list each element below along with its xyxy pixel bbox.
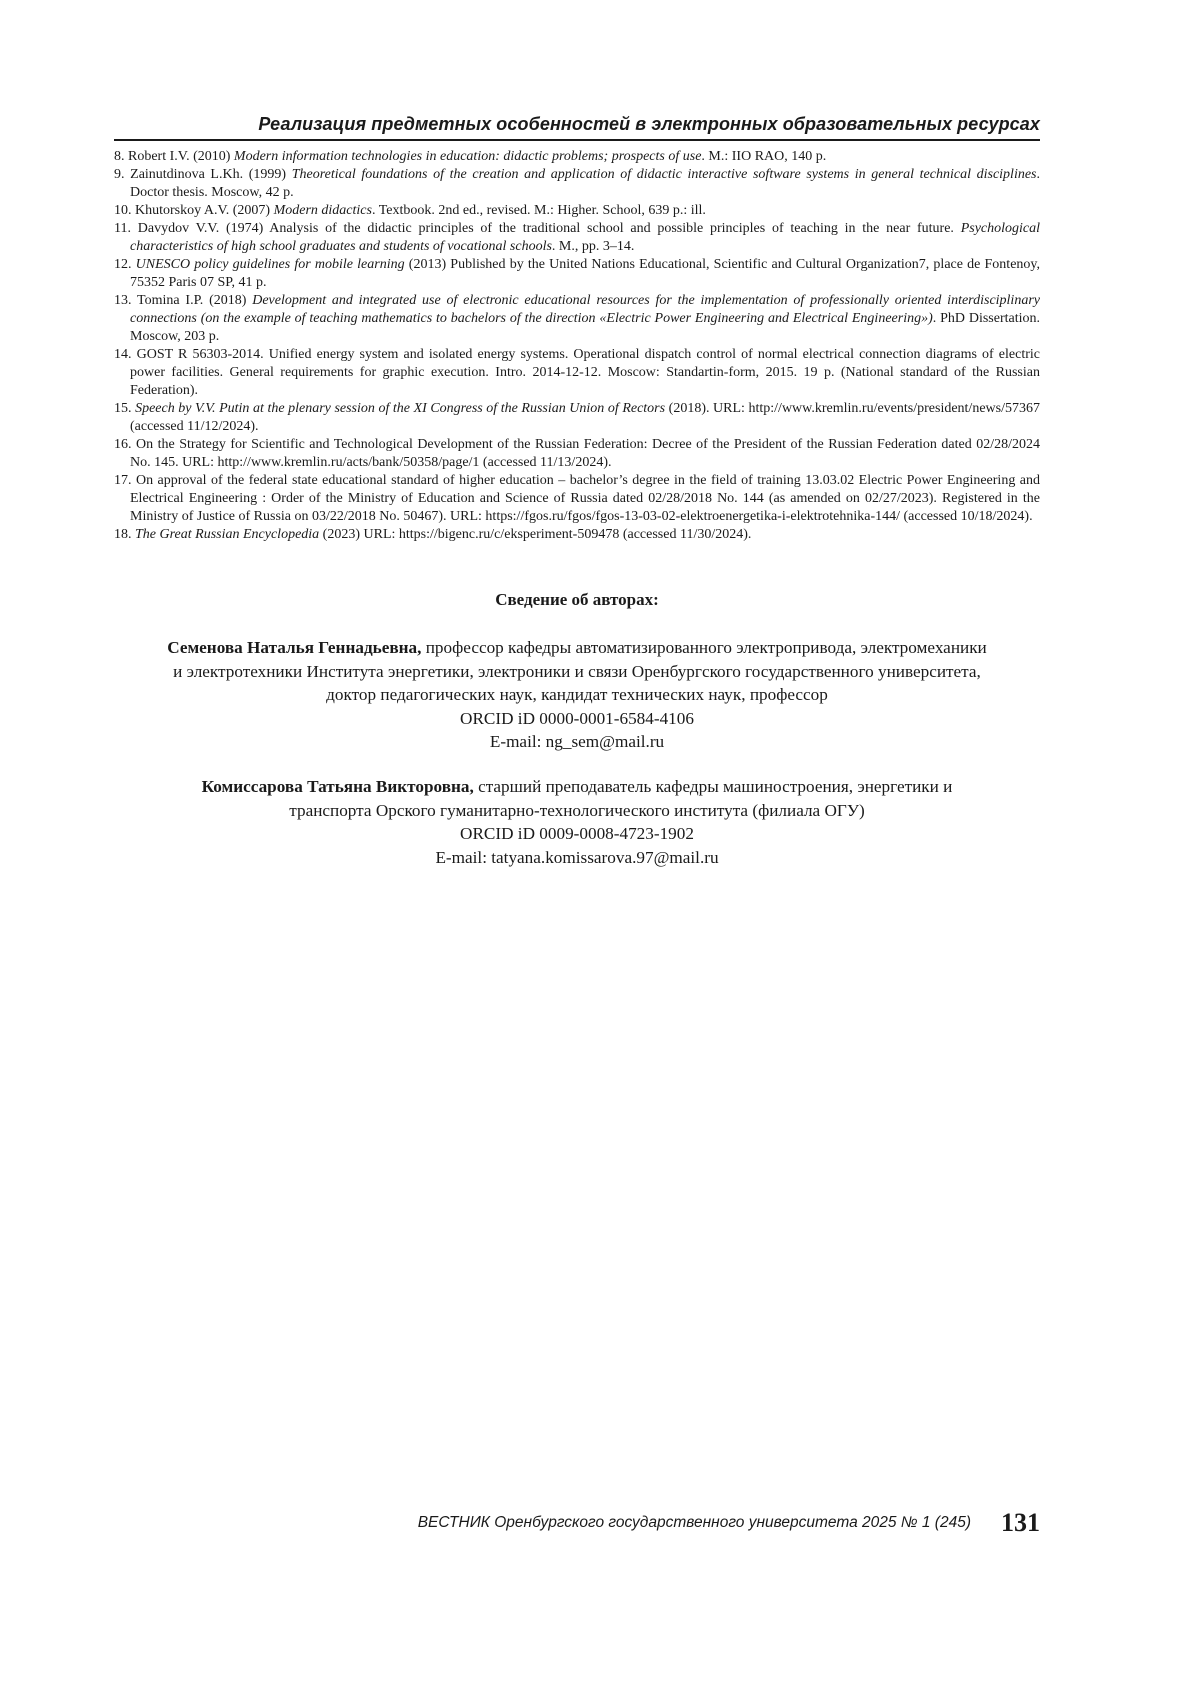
reference-number: 8.	[114, 149, 125, 164]
reference-text: (2023) URL: https://bigenc.ru/c/eksperiment-509478 (accessed 11/30/2024).	[319, 527, 752, 542]
reference-text: Tomina I.P. (2018)	[137, 293, 253, 308]
page-footer	[114, 1508, 1040, 1538]
reference-number: 17.	[114, 473, 132, 488]
reference-number: 14.	[114, 347, 132, 362]
reference-title: Modern information technologies in education: didactic problems; prospects of use	[233, 149, 702, 164]
reference-item	[114, 148, 1040, 166]
reference-number: 13.	[114, 293, 132, 308]
author-description-text: и электротехники Института энергетики, электроники и связи Оренбургского государственного университета,	[173, 661, 981, 681]
reference-number: 9.	[114, 167, 125, 182]
author-description-text: доктор педагогических наук, кандидат технических наук, профессор	[326, 685, 828, 704]
reference-text: Khutorskoy A.V. (2007)	[135, 203, 274, 218]
reference-item	[114, 256, 1040, 292]
reference-item	[114, 526, 1040, 544]
reference-number: 16.	[114, 437, 132, 452]
author-name: Семенова Наталья Геннадьевна,	[167, 638, 422, 657]
author-email: E-mail: tatyana.komissarova.97@mail.ru	[435, 847, 719, 867]
author-orcid: ORCID iD 0009-0008-4723-1902	[460, 824, 694, 843]
reference-item	[114, 202, 1040, 220]
reference-title: Speech by V.V. Putin at the plenary session of the XI Congress of the Russian Union of Rectors	[135, 401, 666, 416]
reference-text: (2018). URL: http://www.kremlin.ru/events/president/news/57367 (accessed 11/12/2024).	[130, 401, 1040, 434]
reference-title: The Great Russian Encyclopedia	[135, 527, 320, 542]
reference-text: . M.: IIO RAO, 140 p.	[701, 149, 827, 164]
reference-item	[114, 166, 1040, 202]
reference-text: . Doctor thesis. Moscow, 42 p.	[130, 167, 1040, 200]
reference-item	[114, 400, 1040, 436]
reference-number: 18.	[114, 527, 132, 542]
reference-title: Theoretical foundations of the creation and application of didactic interactive software systems in general technical disciplines	[291, 167, 1037, 182]
journal-name: ВЕСТНИК Оренбургского государственного университета 2025 № 1 (245)	[417, 1514, 971, 1531]
reference-number: 11.	[114, 221, 131, 236]
reference-text: Robert I.V. (2010)	[128, 149, 234, 164]
reference-item	[114, 346, 1040, 400]
reference-list	[114, 148, 1040, 544]
reference-title: UNESCO policy guidelines for mobile learning	[135, 257, 405, 272]
reference-item	[114, 472, 1040, 526]
reference-text: (2013) Published by the United Nations Educational, Scientific and Cultural Organization7, place de Fontenoy, 75352 Paris 07 SP, 41 p.	[130, 257, 1040, 290]
author-email: E-mail: ng_sem@mail.ru	[489, 732, 665, 751]
reference-text: Zainutdinova L.Kh. (1999)	[130, 167, 292, 182]
author-description	[114, 775, 1040, 799]
reference-title: Psychological characteristics of high school graduates and students of vocational schools	[130, 221, 1041, 254]
reference-item	[114, 292, 1040, 346]
author-description-text: старший преподаватель кафедры машиностроения, энергетики и	[473, 777, 953, 796]
author-orcid: ORCID iD 0000-0001-6584-4106	[460, 708, 694, 728]
author-name: Комиссарова Татьяна Викторовна,	[201, 777, 474, 796]
page-number: 131	[1001, 1508, 1040, 1537]
reference-text: . PhD Dissertation. Moscow, 203 p.	[130, 311, 1040, 344]
running-head: Реализация предметных особенностей в электронных образовательных ресурсах	[114, 111, 1040, 141]
author-block	[114, 636, 1040, 754]
authors-heading: Сведение об авторах:	[495, 590, 659, 609]
author-description-text: профессор кафедры автоматизированного электропривода, электромеханики	[421, 638, 987, 657]
reference-text: . Textbook. 2nd ed., revised. M.: Higher. School, 639 p.: ill.	[371, 203, 706, 218]
reference-number: 15.	[114, 401, 132, 416]
reference-number: 12.	[114, 257, 132, 272]
author-description-text: транспорта Орского гуманитарно-технологического института (филиала ОГУ)	[289, 800, 865, 820]
reference-item	[114, 220, 1040, 256]
reference-text: Davydov V.V. (1974) Analysis of the didactic principles of the traditional school and possible principles of teaching in the near future.	[137, 221, 961, 236]
author-block	[114, 775, 1040, 869]
reference-title: Modern didactics	[273, 203, 372, 218]
reference-text: GOST R 56303-2014. Unified energy system and isolated energy systems. Operational dispatch control of normal electrical connection diagrams of electric power facilities. General requirements for graphic execution. Intro. 2014-12-12. Moscow: Standartin-form, 2015. 19 p. (National standard of the Russian Federation).	[130, 347, 1040, 398]
reference-title: Development and integrated use of electronic educational resources for the implementation of professionally oriented interdisciplinary connections (on the example of teaching mathematics to bachelors of the direction «Electric Power Engineering and Electrical Engineering»)	[130, 293, 1040, 326]
reference-text: On the Strategy for Scientific and Technological Development of the Russian Federation: Decree of the President of the Russian Federation dated 02/28/2024 No. 145. URL: http://www.kremlin.ru/acts/bank/50358/page/1 (accessed 11/13/2024).	[130, 437, 1040, 470]
reference-number: 10.	[114, 203, 132, 218]
author-description	[114, 636, 1040, 660]
reference-text: On approval of the federal state educational standard of higher education – bachelor’s degree in the field of training 13.03.02 Electric Power Engineering and Electrical Engineering : Order of the Ministry of Education and Science of Russia dated 02/28/2018 No. 144 (as amended on 02/27/2023). Registered in the Ministry of Justice of Russia on 03/22/2018 No. 50467). URL: https://fgos.ru/fgos/fgos-13-03-02-elektroenergetika-i-elektrotehnika-144/ (accessed 10/18/2024).	[130, 473, 1040, 524]
reference-item	[114, 436, 1040, 472]
reference-text: . M., pp. 3–14.	[551, 239, 635, 254]
